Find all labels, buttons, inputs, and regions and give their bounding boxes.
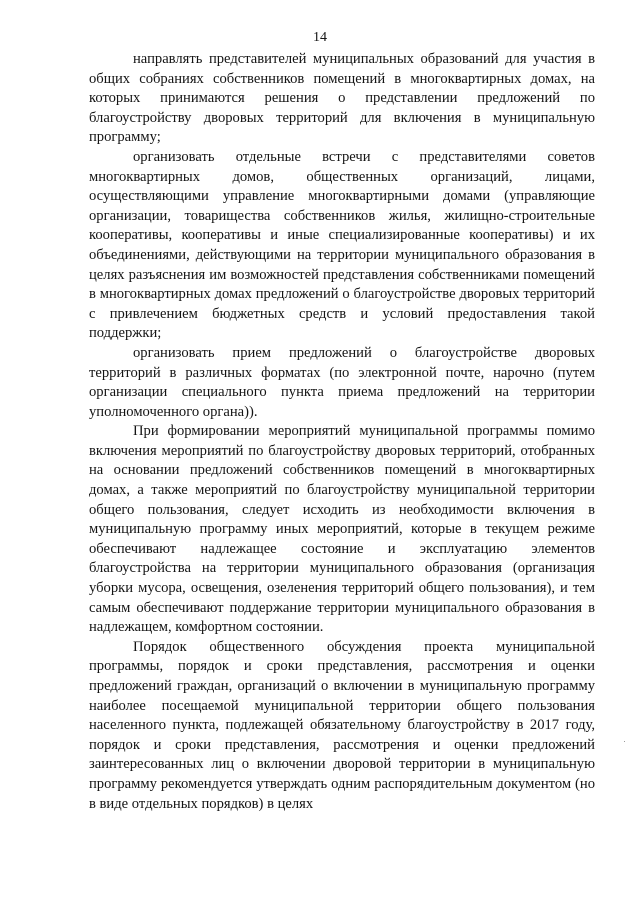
page-number: 14 [313, 30, 327, 45]
document-body [89, 50, 595, 814]
paragraph-delegate-representatives: направлять представителей муниципальных образований для участия в общих собраниях собственников помещений в многоквартирных домах, на которых принимаются решения о представлении предложений по благоустройству дворовых территорий для включения в муниципальную программу; [89, 51, 595, 146]
paragraph-organize-meetings: организовать отдельные встречи с представителями советов многоквартирных домов, общественных организаций, лицами, осуществляющими управление многоквартирными домами (управляющие организации, товарищества собственников жилья, жилищно-строительные кооперативы, кооперативы и иные специализированные кооперативы) и их объединениями, действующими на территории муниципального образования в целях разъяснения им возможностей представления собственниками помещений в многоквартирных домах предложений о благоустройстве дворовых территорий с привлечением бюджетных средств и условий предоставления такой поддержки; [89, 148, 595, 342]
paragraph-program-measures: При формировании мероприятий муниципальной программы помимо включения мероприятий по благоустройству дворовых территорий, отобранных на основании предложений собственников помещений в многоквартирных домах, а также мероприятий по благоустройству муниципальной территории общего пользования, следует исходить из необходимости включения в муниципальную программу иных мероприятий, которые в текущем режиме обеспечивают надлежащее состояние и эксплуатацию элементов благоустройства на территории муниципального образования (организация уборки мусора, освещения, озеленения территорий общего пользования), и тем самым обеспечивают поддержание территории муниципального образования в надлежащем, комфортном состоянии. [89, 423, 595, 636]
paragraph-discussion-procedure: Порядок общественного обсуждения проекта муниципальной программы, порядок и сроки представления, рассмотрения и оценки предложений граждан, организаций о включении в муниципальную программу наиболее посещаемой муниципальной территории общего пользования населенного пункта, подлежащей обязательному благоустройству в 2017 году, порядок и сроки представления, рассмотрения и оценки предложений заинтересованных лиц о включении дворовой территории в муниципальную программу рекомендуется утверждать одним распорядительным документом (но в виде отдельных порядков) в целях [89, 638, 595, 812]
scan-speck [624, 741, 625, 742]
paragraph-accept-proposals: организовать прием предложений о благоустройстве дворовых территорий в различных форматах (по электронной почте, нарочно (путем организации специального пункта приема предложений на территории уполномоченного органа)). [89, 344, 595, 420]
